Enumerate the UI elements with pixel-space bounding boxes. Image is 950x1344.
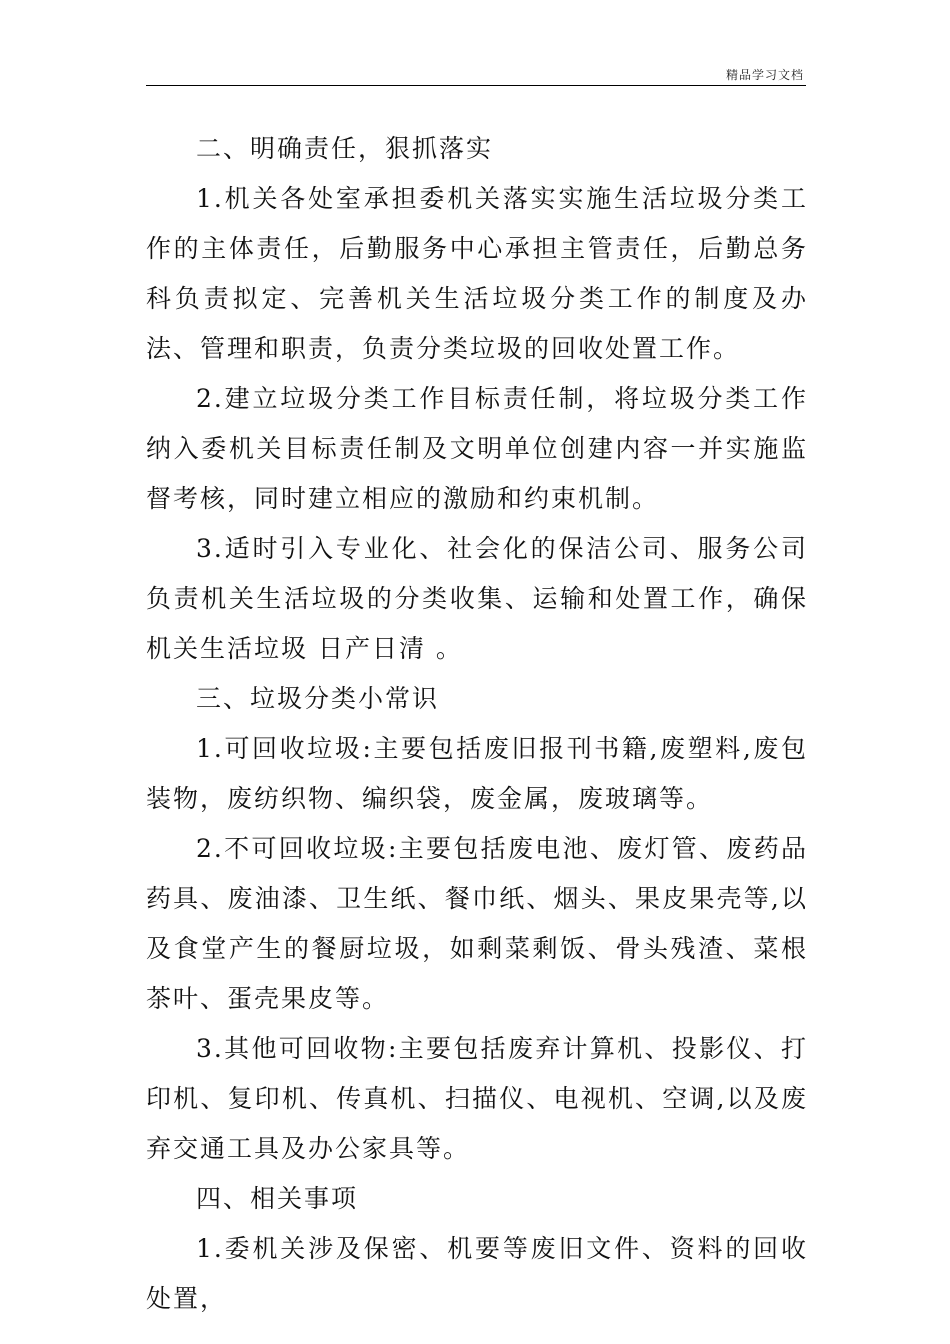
section-heading-knowledge: 三、垃圾分类小常识 xyxy=(196,684,440,713)
paragraph-responsibility-3: 3.适时引入专业化、社会化的保洁公司、服务公司负责机关生活垃圾的分类收集、运输和处置工作，确保机关生活垃圾 日产日清 。 xyxy=(146,534,808,663)
header-divider xyxy=(146,85,806,86)
section-heading-responsibility: 二、明确责任，狠抓落实 xyxy=(196,134,494,163)
document-body xyxy=(146,124,808,1324)
paragraph-knowledge-2: 2.不可回收垃圾:主要包括废电池、废灯管、废药品药具、废油漆、卫生纸、餐巾纸、烟头、果皮果壳等,以及食堂产生的餐厨垃圾，如剩菜剩饭、骨头残渣、菜根茶叶、蛋壳果皮等。 xyxy=(146,834,808,1013)
paragraph-knowledge-1: 1.可回收垃圾:主要包括废旧报刊书籍,废塑料,废包装物，废纺织物、编织袋，废金属，废玻璃等。 xyxy=(146,734,808,813)
paragraph-knowledge-3: 3.其他可回收物:主要包括废弃计算机、投影仪、打印机、复印机、传真机、扫描仪、电视机、空调,以及废弃交通工具及办公家具等。 xyxy=(146,1034,808,1163)
paragraph-responsibility-2: 2.建立垃圾分类工作目标责任制，将垃圾分类工作纳入委机关目标责任制及文明单位创建内容一并实施监督考核，同时建立相应的激励和约束机制。 xyxy=(146,384,808,513)
paragraph-responsibility-1: 1.机关各处室承担委机关落实实施生活垃圾分类工作的主体责任，后勤服务中心承担主管责任，后勤总务科负责拟定、完善机关生活垃圾分类工作的制度及办法、管理和职责，负责分类垃圾的回收处置工作。 xyxy=(146,184,808,363)
document-header-label: 精品学习文档 xyxy=(725,68,804,82)
paragraph-matters-1: 1.委机关涉及保密、机要等废旧文件、资料的回收处置， xyxy=(146,1234,808,1313)
section-heading-matters: 四、相关事项 xyxy=(196,1184,359,1213)
